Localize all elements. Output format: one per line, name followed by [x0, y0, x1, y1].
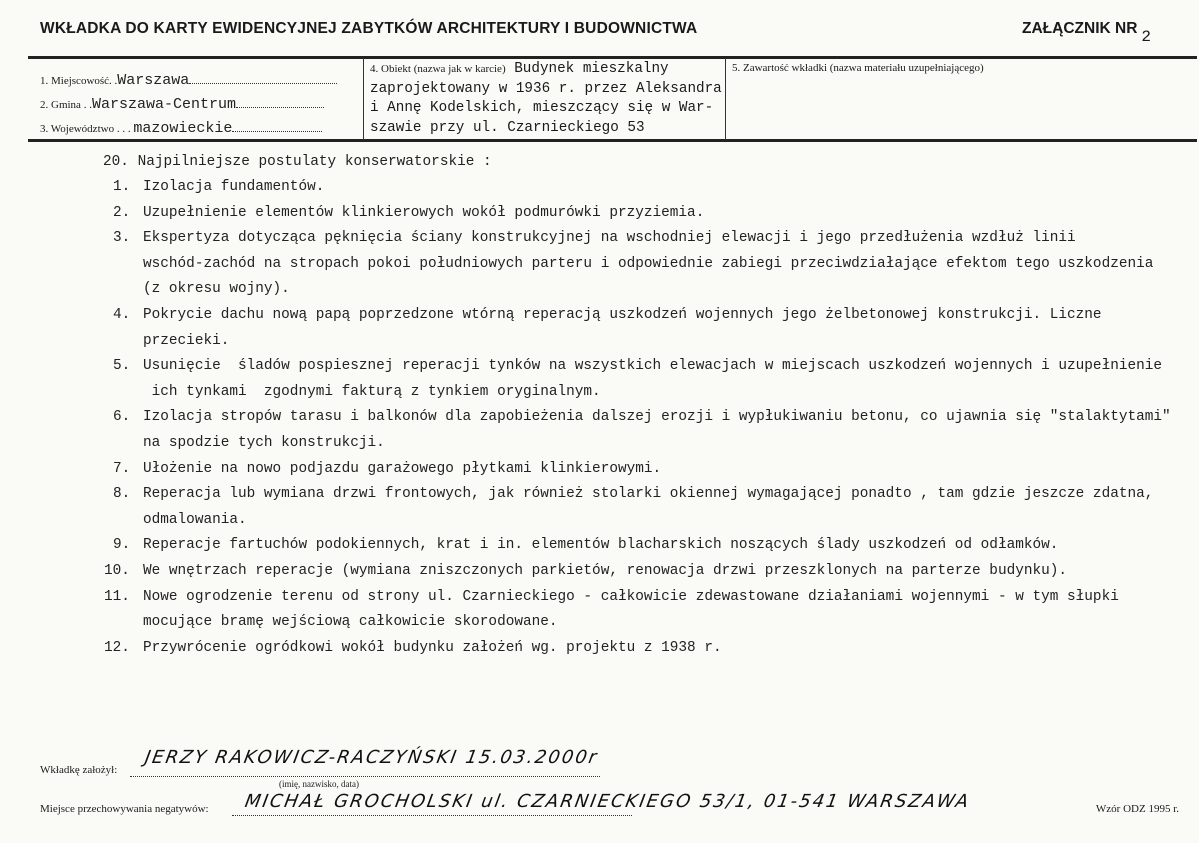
- object-field: 4. Obiekt (nazwa jak w karcie) Budynek mieszkalny zaprojektowany w 1936 r. przez Aleksandra i Annę Kodelskich, mieszczący się w War- szawie przy ul. Czarnieckiego 53: [370, 61, 722, 136]
- list-item-line: na spodzie tych konstrukcji.: [143, 435, 385, 451]
- item-number: 9.: [113, 537, 131, 554]
- list-item-line: Izolacja fundamentów.: [143, 179, 325, 195]
- author-signature: JERZY RAKOWICZ-RACZYŃSKI 15.03.2000r: [143, 747, 601, 768]
- bottom-rule: [28, 139, 1197, 142]
- list-item-line: Izolacja stropów tarasu i balkonów dla zapobieżenia dalszej erozji i wypłukiwaniu betonu, co ujawnia się "stalaktytami": [143, 409, 1171, 426]
- item-number: 3.: [113, 230, 131, 247]
- item-number: 8.: [113, 486, 131, 503]
- list-item-line: Pokrycie dachu nową papą poprzedzone wtórną reperacją uszkodzeń wojennych jego żelbetonowej konstrukcji. Liczne: [143, 307, 1102, 323]
- item-number: 6.: [113, 409, 131, 426]
- locality-field: 1. Miejscowość. .Warszawa: [40, 72, 337, 89]
- list-item-line: przecieki.: [143, 332, 230, 349]
- item-number: 10.: [104, 563, 130, 579]
- contents-field: 5. Zawartość wkładki (nazwa materiału uzupełniającego): [732, 62, 984, 74]
- negatives-label: Miejsce przechowywania negatywów:: [40, 803, 209, 815]
- list-item-line: odmalowania.: [143, 511, 247, 528]
- author-label: Wkładkę założył:: [40, 764, 118, 776]
- author-dotted-line: [130, 776, 600, 777]
- list-item-line: We wnętrzach reperacje (wymiana zniszczonych parkietów, renowacja drzwi przeszklonych na parterze budynku).: [143, 563, 1068, 579]
- list-item-line: (z okresu wojny).: [143, 281, 290, 298]
- column-divider: [725, 58, 726, 140]
- list-item-line: Usunięcie śladów pospiesznej reperacji tynków na wszystkich elewacjach w miejscach uszkodzeń wojennych i uzupełnienie: [143, 358, 1163, 375]
- list-heading: 20. Najpilniejsze postulaty konserwatorskie :: [103, 154, 492, 170]
- item-number: 5.: [113, 358, 131, 375]
- list-item-line: Reperacje fartuchów podokiennych, krat i in. elementów blacharskich noszących ślady uszkodzeń od odłamków.: [143, 537, 1059, 554]
- top-rule: [28, 56, 1197, 59]
- negatives-handwriting: MICHAŁ GROCHOLSKI ul. CZARNIECKIEGO 53/1, 01-541 WARSZAWA: [243, 791, 972, 812]
- form-title: WKŁADKA DO KARTY EWIDENCYJNEJ ZABYTKÓW ARCHITEKTURY I BUDOWNICTWA: [40, 20, 698, 37]
- list-item-line: Ułożenie na nowo podjazdu garażowego płytkami klinkierowymi.: [143, 460, 662, 477]
- list-item-line: Reperacja lub wymiana drzwi frontowych, jak również stolarki okiennej wymagającej ponadto , tam gdzie jeszcze zdatna,: [143, 486, 1154, 503]
- list-item-line: Nowe ogrodzenie terenu od strony ul. Czarnieckiego - całkowicie zdewastowane działaniami wojennymi - w tym słupki: [143, 588, 1119, 605]
- list-item-line: Ekspertyza dotycząca pęknięcia ściany konstrukcyjnej na wschodniej elewacji i jego przedłużenia wzdłuż linii: [143, 230, 1076, 247]
- negatives-dotted-line: [232, 815, 632, 816]
- item-number: 2.: [113, 204, 131, 221]
- item-number: 11.: [104, 588, 130, 605]
- item-number: 4.: [113, 307, 131, 323]
- item-number: 1.: [113, 179, 131, 195]
- voivodeship-field: 3. Województwo . . . mazowieckie: [40, 120, 322, 137]
- list-item-line: mocujące bramę wejściową całkowicie skorodowane.: [143, 614, 558, 631]
- item-number: 7.: [113, 460, 131, 477]
- form-id: Wzór ODZ 1995 r.: [1095, 803, 1179, 815]
- commune-field: 2. Gmina . .Warszawa-Centrum: [40, 96, 324, 113]
- list-item-line: ich tynkami zgodnymi fakturą z tynkiem oryginalnym.: [143, 383, 601, 400]
- annex-number: ZAŁĄCZNIK NR 2: [1022, 20, 1151, 46]
- column-divider: [363, 58, 364, 140]
- list-item-line: Uzupełnienie elementów klinkierowych wokół podmurówki przyziemia.: [143, 204, 705, 221]
- list-item-line: Przywrócenie ogródkowi wokół budynku założeń wg. projektu z 1938 r.: [143, 639, 722, 656]
- author-hint: (imię, nazwisko, data): [279, 779, 359, 789]
- item-number: 12.: [104, 639, 130, 656]
- list-item-line: wschód-zachód na stropach pokoi południowych parteru i odpowiednie zabiegi przeciwdziałające efektom tego uszkodzenia: [143, 255, 1154, 272]
